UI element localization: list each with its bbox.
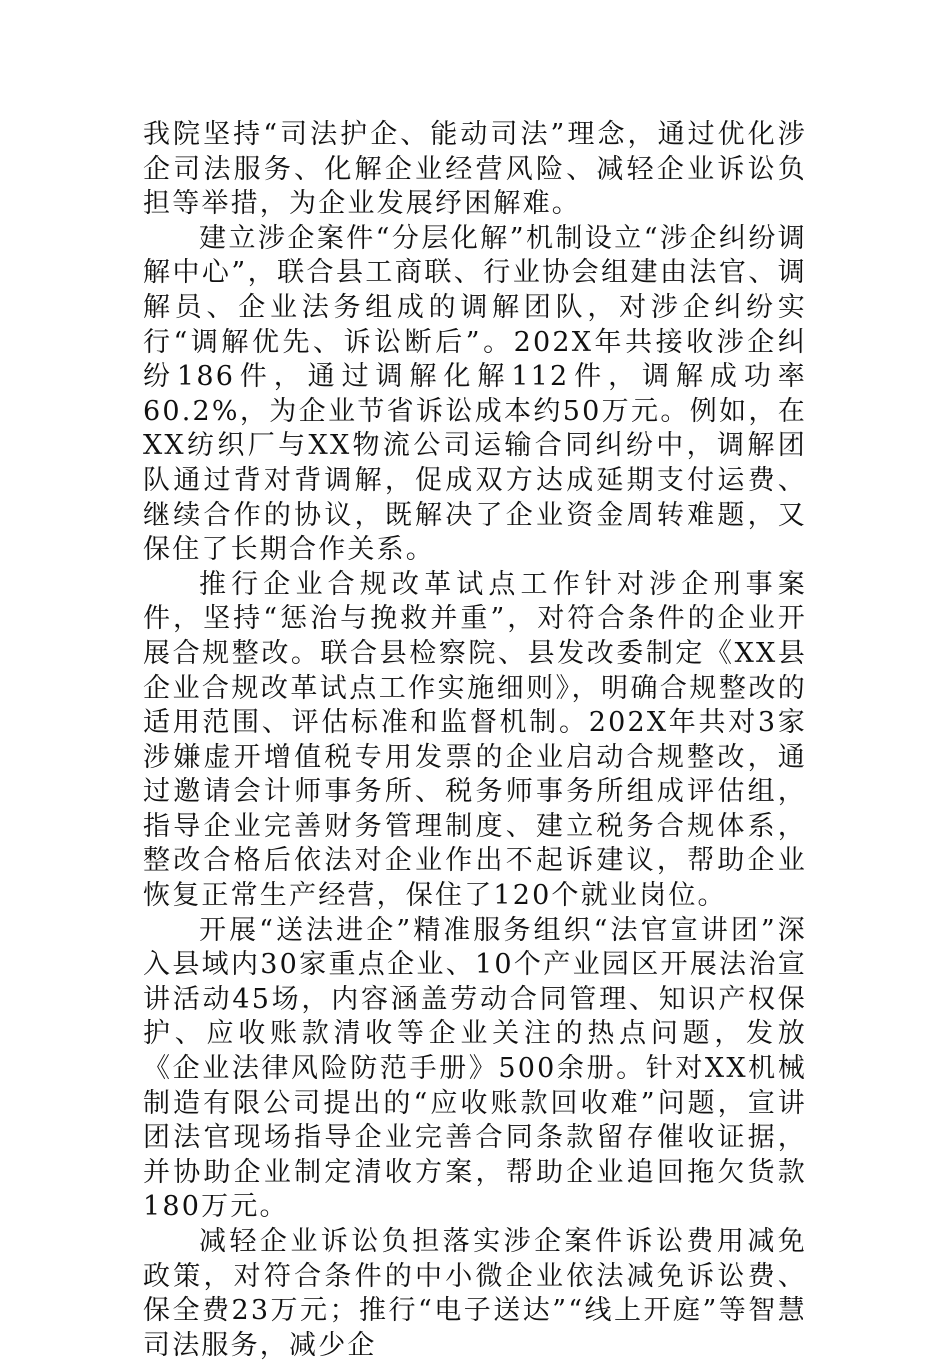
paragraph-mediation: 建立涉企案件“分层化解”机制设立“涉企纠纷调解中心”，联合县工商联、行业协会组建由法官、调解员、企业法务组成的调解团队，对涉企纠纷实行“调解优先、诉讼断后”。202X年共接收涉企纠纷186件，通过调解化解112件，调解成功率60.2%，为企业节省诉讼成本约50万元。例如，在XX纺织厂与XX物流公司运输合同纠纷中，调解团队通过背对背调解，促成双方达成延期支付运费、继续合作的协议，既解决了企业资金周转难题，又保住了长期合作关系。 [143,222,807,566]
paragraph-compliance-reform: 推行企业合规改革试点工作针对涉企刑事案件，坚持“惩治与挽救并重”，对符合条件的企业开展合规整改。联合县检察院、县发改委制定《XX县企业合规改革试点工作实施细则》，明确合规整改的适用范围、评估标准和监督机制。202X年共对3家涉嫌虚开增值税专用发票的企业启动合规整改，通过邀请会计师事务所、税务师事务所组成评估组，指导企业完善财务管理制度、建立税务合规体系，整改合格后依法对企业作出不起诉建议，帮助企业恢复正常生产经营，保住了120个就业岗位。 [143,568,807,912]
document-body [143,118,807,1363]
paragraph-law-outreach: 开展“送法进企”精准服务组织“法官宣讲团”深入县域内30家重点企业、10个产业园区开展法治宣讲活动45场，内容涵盖劳动合同管理、知识产权保护、应收账款清收等企业关注的热点问题，发放《企业法律风险防范手册》500余册。针对XX机械制造有限公司提出的“应收账款回收难”问题，宣讲团法官现场指导企业完善合同条款留存催收证据，并协助企业制定清收方案，帮助企业追回拖欠货款180万元。 [143,914,807,1223]
paragraph-intro: 我院坚持“司法护企、能动司法”理念，通过优化涉企司法服务、化解企业经营风险、减轻企业诉讼负担等举措，为企业发展纾困解难。 [143,119,807,220]
paragraph-litigation-burden: 减轻企业诉讼负担落实涉企案件诉讼费用减免政策，对符合条件的中小微企业依法减免诉讼费、保全费23万元；推行“电子送达”“线上开庭”等智慧司法服务，减少企 [143,1226,807,1361]
